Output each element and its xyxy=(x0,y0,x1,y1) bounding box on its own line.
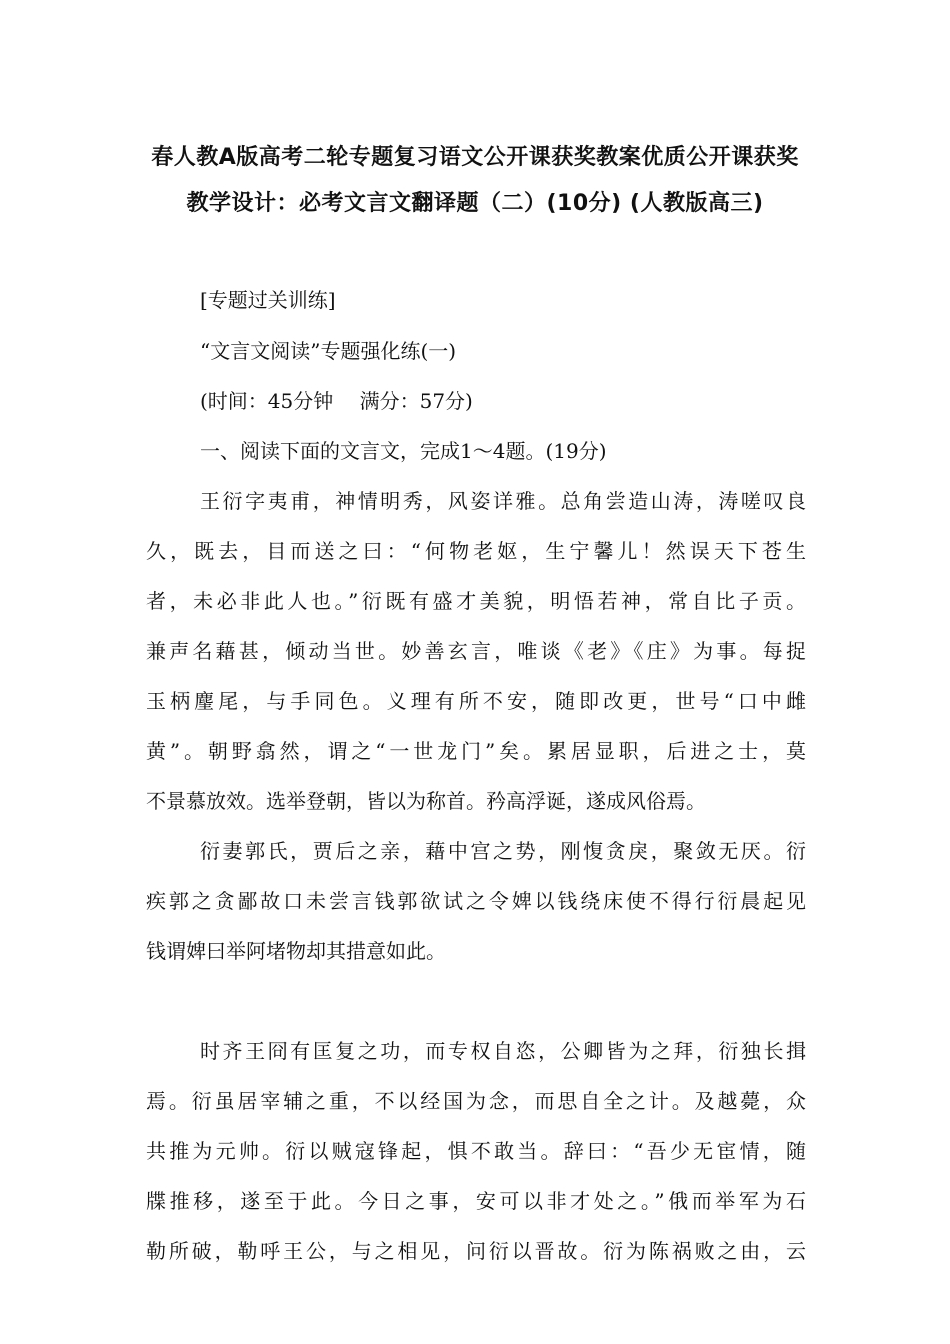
passage-line: 玉柄麈尾，与手同色。义理有所不安，随即改更，世号“口中雌 xyxy=(146,689,806,713)
question-intro: 一、阅读下面的文言文，完成1～4题。(19分) xyxy=(200,439,607,463)
passage-line: 勒所破，勒呼王公，与之相见，问衍以晋故。衍为陈祸败之由，云 xyxy=(146,1239,806,1263)
document-title-line-1: 春人教A版高考二轮专题复习语文公开课获奖教案优质公开课获奖 xyxy=(151,145,799,170)
passage-line: 焉。衍虽居宰辅之重，不以经国为念，而思自全之计。及越薨，众 xyxy=(146,1089,806,1113)
exercise-title: “文言文阅读”专题强化练(一) xyxy=(200,339,457,363)
passage-line: 牒推移，遂至于此。今日之事，安可以非才处之。”俄而举军为石 xyxy=(146,1189,806,1213)
passage-line: 久，既去，目而送之曰：“何物老妪，生宁馨儿！然误天下苍生 xyxy=(146,539,806,563)
passage-line: 者，未必非此人也。”衍既有盛才美貌，明悟若神，常自比子贡。 xyxy=(146,589,806,613)
passage-line: 衍妻郭氏，贾后之亲，藉中宫之势，刚愎贪戾，聚敛无厌。衍 xyxy=(200,839,806,863)
section-label: [专题过关训练] xyxy=(200,288,336,312)
document-title-line-2: 教学设计：必考文言文翻译题（二）(10分) (人教版高三) xyxy=(186,191,764,216)
passage-line: 疾郭之贪鄙故口未尝言钱郭欲试之令婢以钱绕床使不得行衍晨起见 xyxy=(146,889,806,913)
passage-line: 共推为元帅。衍以贼寇锋起，惧不敢当。辞曰：“吾少无宦情，随 xyxy=(146,1139,806,1163)
time-info: (时间：45分钟 满分：57分) xyxy=(200,389,473,413)
passage-line: 不景慕放效。选举登朝，皆以为称首。矜高浮诞，遂成风俗焉。 xyxy=(146,789,706,813)
passage-line: 王衍字夷甫，神情明秀，风姿详雅。总角尝造山涛，涛嗟叹良 xyxy=(200,489,806,513)
passage-line: 兼声名藉甚，倾动当世。妙善玄言，唯谈《老》《庄》为事。每捉 xyxy=(146,639,806,663)
passage-line: 黄”。朝野翕然，谓之“一世龙门”矣。累居显职，后进之士，莫 xyxy=(146,739,806,763)
passage-line: 时齐王冏有匡复之功，而专权自恣，公卿皆为之拜，衍独长揖 xyxy=(200,1039,806,1063)
passage-line: 钱谓婢曰举阿堵物却其措意如此。 xyxy=(146,939,446,963)
